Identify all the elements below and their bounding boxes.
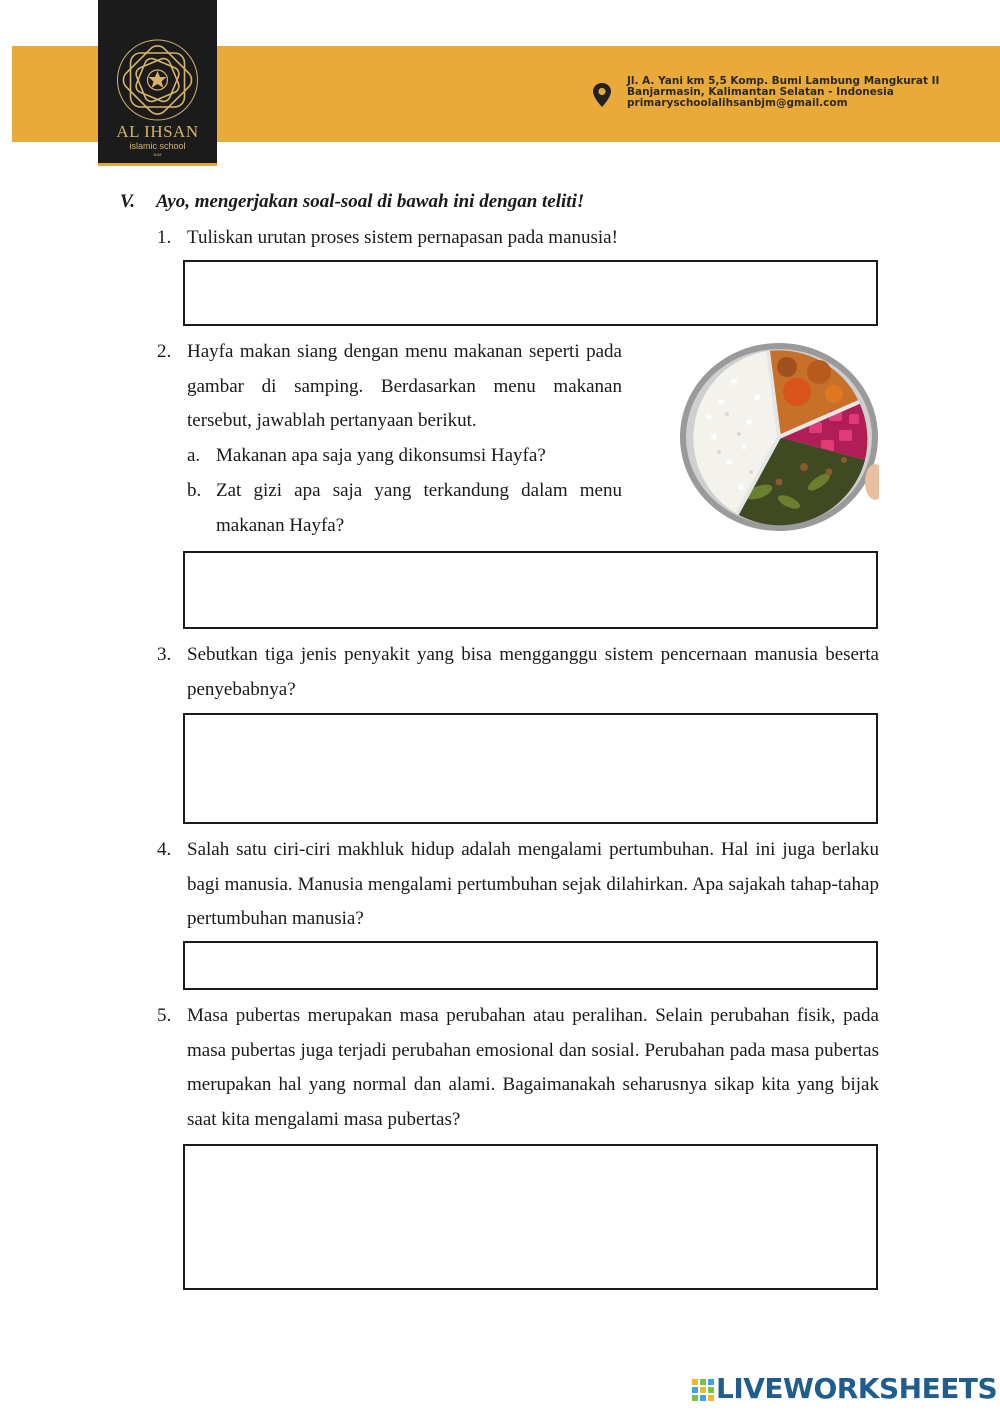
logo-ornament-icon <box>103 36 212 124</box>
school-city-code: BJM <box>153 152 162 157</box>
school-email: primaryschoolalihsanbjm@gmail.com <box>627 97 848 109</box>
answer-box-4[interactable] <box>183 941 878 990</box>
answer-box-2[interactable] <box>183 551 878 629</box>
sub-question-text: Zat gizi apa saja yang terkandung dalam menu makanan Hayfa? <box>216 480 622 536</box>
question-number: 5. <box>157 1005 172 1026</box>
address-line-2: Banjarmasin, Kalimantan Selatan - Indonesia <box>627 86 894 98</box>
liveworksheets-logo-icon <box>692 1379 714 1401</box>
lunch-plate-image <box>679 342 879 532</box>
sub-question-label: a. <box>187 445 201 466</box>
answer-box-3[interactable] <box>183 713 878 824</box>
school-logo <box>98 0 217 166</box>
question-1 <box>157 221 879 257</box>
location-pin-icon <box>592 82 612 108</box>
question-text: Masa pubertas merupakan masa perubahan atau peralihan. Selain perubahan fisik, pada masa pubertas juga terjadi perubahan emosional dan sosial. Perubahan pada masa pubertas merupakan hal yang normal dan alami. Bagaimanakah seharusnya sikap kita yang bijak saat kita mengalami masa pubertas? <box>187 1005 879 1130</box>
question-text: Hayfa makan siang dengan menu makanan seperti pada gambar di samping. Berdasarkan menu makanan tersebut, jawablah pertanyaan berikut. <box>187 341 622 431</box>
school-name: AL IHSAN <box>116 122 199 141</box>
brand-name: LIVEWORKSHEETS <box>716 1372 998 1405</box>
question-number: 2. <box>157 341 172 362</box>
sub-question-b <box>187 474 622 544</box>
section-number: V. <box>120 191 135 212</box>
question-text: Salah satu ciri-ciri makhluk hidup adalah mengalami pertumbuhan. Hal ini juga berlaku bagi manusia. Manusia mengalami pertumbuhan sejak dilahirkan. Apa sajakah tahap-tahap pertumbuhan manusia? <box>187 839 879 929</box>
question-text: Sebutkan tiga jenis penyakit yang bisa mengganggu sistem pencernaan manusia beserta penyebabnya? <box>187 644 879 700</box>
question-5 <box>157 999 879 1139</box>
question-text: Tuliskan urutan proses sistem pernapasan pada manusia! <box>187 227 618 248</box>
question-number: 3. <box>157 644 172 665</box>
question-4 <box>157 833 879 938</box>
sub-question-text: Makanan apa saja yang dikonsumsi Hayfa? <box>216 445 546 466</box>
question-number: 4. <box>157 839 172 860</box>
question-2 <box>157 335 622 440</box>
question-number: 1. <box>157 227 172 248</box>
sub-question-a <box>187 439 622 475</box>
section-title: Ayo, mengerjakan soal-soal di bawah ini dengan teliti! <box>156 191 585 212</box>
school-address <box>627 76 939 109</box>
section-heading <box>120 191 584 213</box>
answer-box-5[interactable] <box>183 1144 878 1290</box>
question-3 <box>157 638 879 708</box>
sub-question-label: b. <box>187 480 202 501</box>
address-line-1: Jl. A. Yani km 5,5 Komp. Bumi Lambung Mangkurat II <box>627 75 940 87</box>
answer-box-1[interactable] <box>183 260 878 326</box>
school-type: islamic school <box>129 141 186 151</box>
